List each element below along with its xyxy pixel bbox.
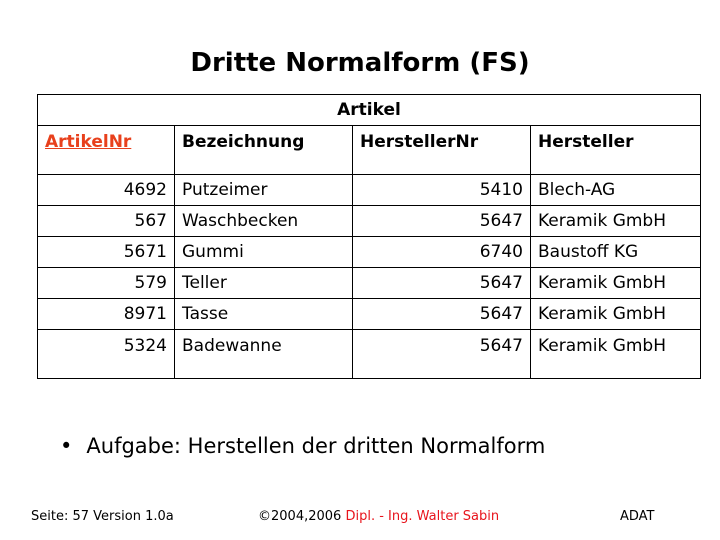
primary-key-label: ArtikelNr (45, 132, 132, 152)
table-cell: 5647 (353, 206, 531, 237)
author-text: Dipl. - Ing. Walter Sabin (345, 509, 500, 524)
table-cell: Keramik GmbH (531, 330, 701, 379)
table-cell: Waschbecken (175, 206, 353, 237)
table-cell: 5647 (353, 299, 531, 330)
table-caption: Artikel (38, 95, 701, 126)
bullet-text: Aufgabe: Herstellen der dritten Normalform (86, 434, 546, 458)
table-row (38, 299, 701, 330)
table-cell: 5671 (38, 237, 175, 268)
table-row (38, 206, 701, 237)
table-cell: 5324 (38, 330, 175, 379)
table-cell: 567 (38, 206, 175, 237)
footer-course: ADAT (620, 509, 655, 524)
table-cell: Putzeimer (175, 175, 353, 206)
table-cell: 4692 (38, 175, 175, 206)
table-cell: 8971 (38, 299, 175, 330)
table-cell: 579 (38, 268, 175, 299)
table-cell: Teller (175, 268, 353, 299)
table-cell: Baustoff KG (531, 237, 701, 268)
table-row (38, 175, 701, 206)
bullet-icon: • (60, 434, 73, 458)
table-cell: 5647 (353, 268, 531, 299)
header-bezeichnung: Bezeichnung (175, 126, 353, 175)
artikel-table (37, 94, 701, 379)
table-cell: Blech-AG (531, 175, 701, 206)
table-cell: Keramik GmbH (531, 299, 701, 330)
table-row (38, 237, 701, 268)
table-cell: 6740 (353, 237, 531, 268)
header-herstellernr: HerstellerNr (353, 126, 531, 175)
table-cell: Badewanne (175, 330, 353, 379)
table-row (38, 268, 701, 299)
table-cell: Tasse (175, 299, 353, 330)
copyright-text: ©2004,2006 (258, 509, 342, 524)
header-hersteller: Hersteller (531, 126, 701, 175)
table-cell: Keramik GmbH (531, 206, 701, 237)
table-cell: Gummi (175, 237, 353, 268)
table-cell: Keramik GmbH (531, 268, 701, 299)
table-row (38, 330, 701, 379)
header-artikelnr (38, 126, 175, 175)
footer-page: Seite: 57 Version 1.0a (31, 509, 174, 524)
bullet-item (60, 434, 545, 458)
table-cell: 5410 (353, 175, 531, 206)
table-cell: 5647 (353, 330, 531, 379)
slide-title: Dritte Normalform (FS) (190, 48, 530, 78)
footer-copyright (258, 509, 499, 524)
